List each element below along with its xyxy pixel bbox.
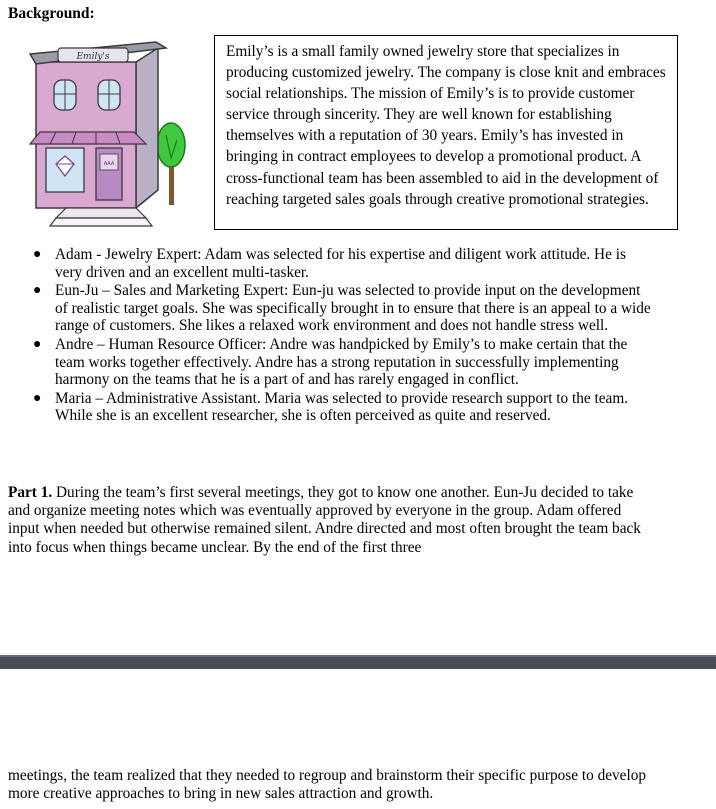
tree-icon <box>157 123 185 205</box>
team-member-eun-ju: Eun-Ju – Sales and Marketing Expert: Eun-ju was selected to provide input on the development of realistic target goals. She was specifically brought in to ensure that there is an appeal to a wide range of customers. She likes a relaxed work environment and does not handle stress well. <box>55 282 651 335</box>
part1-paragraph <box>8 484 648 557</box>
bullet-icon: ● <box>33 247 42 262</box>
store-sign-text: Emily's <box>76 52 110 62</box>
background-description-box: Emily’s is a small family owned jewelry store that specializes in producing customized jewelry. The company is close knit and embraces social relationships. The mission of Emily’s is to provide customer service through sincerity. They are well known for establishing themselves with a reputation of 30 years. Emily’s has invested in bringing in contract employees to develop a promotional product. A cross-functional team has been assembled to aid in the development of reaching targeted sales goals through creative promotional strategies. <box>214 35 678 230</box>
list-item <box>0 246 716 281</box>
section-heading: Background: <box>8 5 95 22</box>
page-break-divider <box>0 655 716 669</box>
team-members-list <box>0 246 716 426</box>
team-member-andre: Andre – Human Resource Officer: Andre was handpicked by Emily’s to make certain that the team works together effectively. Andre has a strong reputation in successfully implementing harmony on the teams that he is a part of and has rarely engaged in conflict. <box>55 335 628 389</box>
list-item <box>0 282 716 335</box>
store-sign <box>58 48 128 62</box>
door-sign-text: AAA <box>103 161 115 167</box>
list-item <box>0 336 716 389</box>
part1-continued-paragraph: meetings, the team realized that they needed to regroup and brainstorm their specific purpose to develop more creative approaches to bring in new sales attraction and growth. <box>8 767 646 803</box>
jewelry-store-illustration <box>6 40 198 230</box>
part1-label: Part 1. <box>8 484 53 501</box>
team-member-maria: Maria – Administrative Assistant. Maria was selected to provide research support to the team. While she is an excellent researcher, she is often perceived as quite and reserved. <box>55 389 629 425</box>
awning <box>30 132 146 144</box>
bullet-icon: ● <box>33 336 42 352</box>
bullet-icon: ● <box>33 390 42 406</box>
part1-text: During the team’s first several meetings, they got to know one another. Eun-Ju decided to take and organize meeting notes which was eventually approved by everyone in the group. Adam offered input when needed but otherwise remained silent. Andre directed and most often brought the team back into focus when things became unclear. By the end of the first three <box>8 484 641 556</box>
bullet-icon: ● <box>33 283 42 299</box>
team-member-adam: Adam - Jewelry Expert: Adam was selected for his expertise and diligent work attitude. He is very driven and an excellent multi-tasker. <box>55 246 626 281</box>
list-item <box>0 390 716 425</box>
